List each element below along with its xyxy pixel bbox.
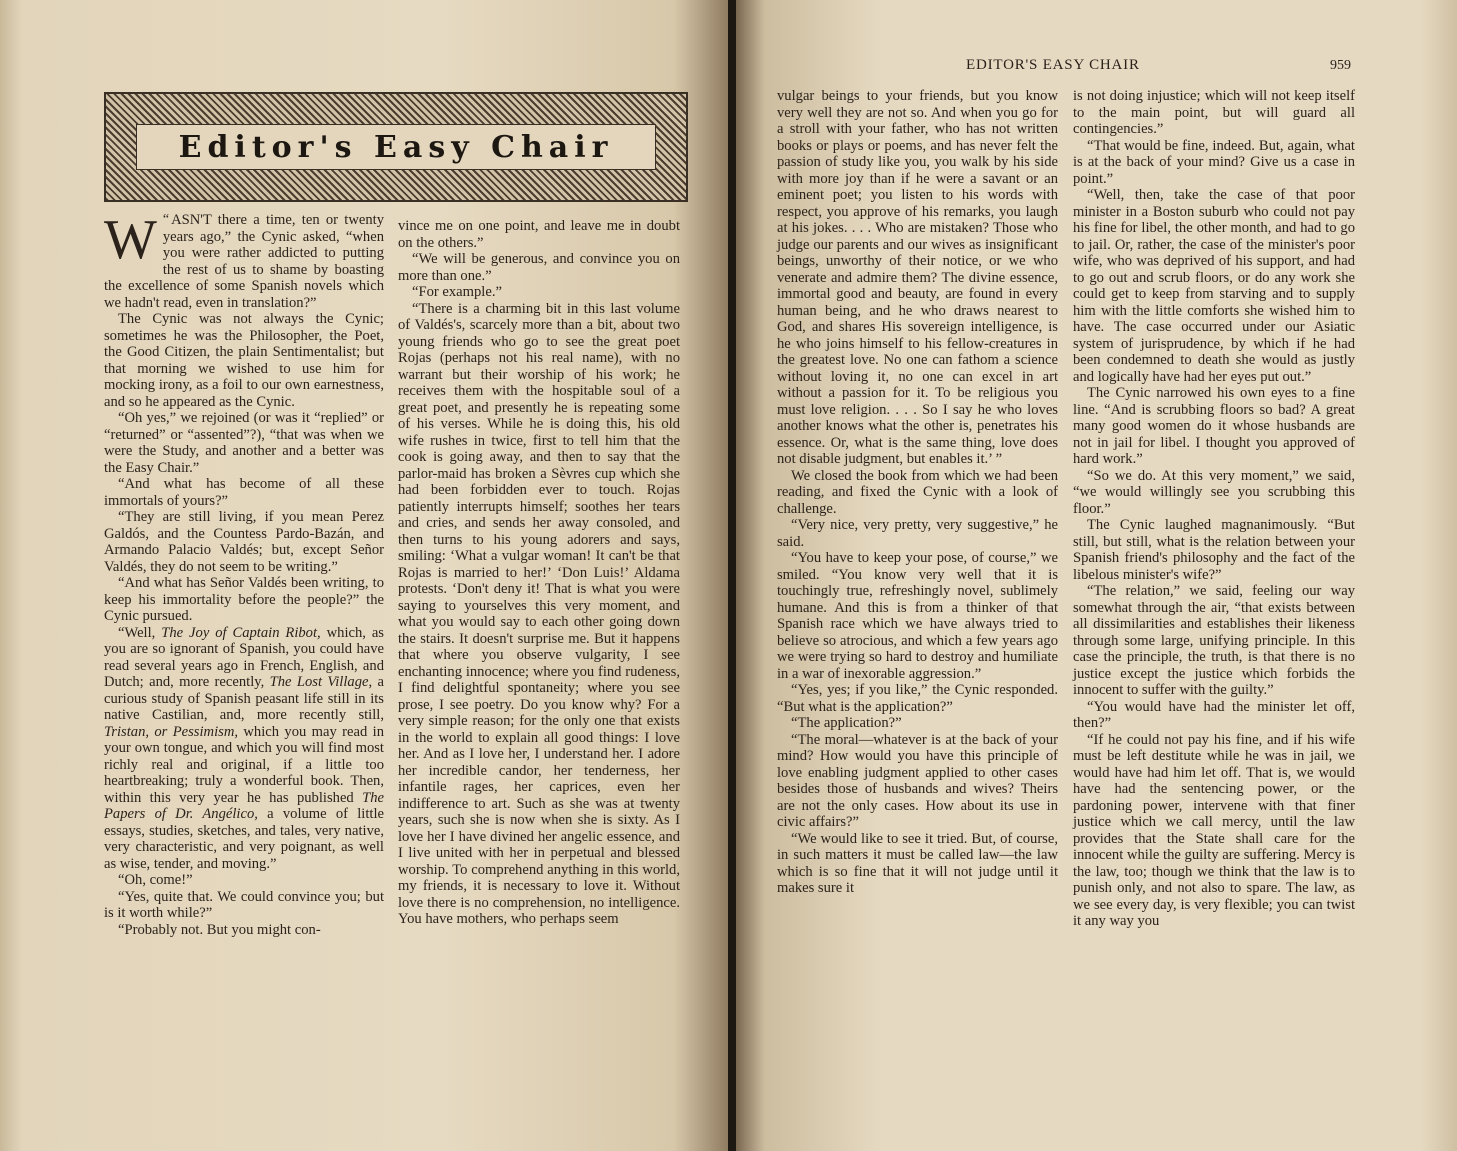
text-run: a curious study of Spanish peasant life still in its native Castilian, and, more recently still, (104, 674, 384, 723)
running-head: EDITOR'S EASY CHAIR (966, 57, 1140, 73)
paragraph: “If he could not pay his fine, and if his wife must be left destitute while he was in jail, we would have had him let off. That is, we would have had the sentencing power, or the pardoning power, intervene with that finer justice which we call mercy, until the law provides that the State shall care for the innocent while the guilty are suffering. Mercy is the law, too; though we think that the law is to punish only, and not also to spare. The law, as we see every day, is very flexible; you can twist it any way you (1073, 731, 1355, 929)
paragraph: “Well, then, take the case of that poor minister in a Boston suburb who could not pay his fine for libel, the other month, and had to go to jail. Or, rather, the case of the minister's poor wife, who was deprived of his support, and had to go out and scrub floors, or do any work she could get to keep from starving and to supply him with the little comforts she wished him to have. The case occurred under our Asiatic system of jurisprudence, by which if he had been condemned to death she would as justly and logically have had her eyes put out.” (1073, 187, 1355, 385)
page-number: 959 (1330, 58, 1351, 73)
paragraph: “We would like to see it tried. But, of course, in such matters it must be called law—the law which is so fine that it will not judge until it makes sure it (777, 830, 1058, 896)
paragraph: “You have to keep your pose, of course,” we smiled. “You know very well that it is touchingly true, refreshingly novel, sublimely humane. And this is from a thinker of that Spanish race which we have always tried to believe so atrocious, and which a few years ago we were trying so hard to destroy and humiliate in a war of inexorable aggression.” (777, 550, 1058, 682)
paragraph: “Very nice, very pretty, very suggestive,” he said. (777, 517, 1058, 550)
paragraph: “Yes, quite that. We could convince you; but is it worth while?” (104, 888, 384, 921)
book-title: The Joy of Captain Ribot, (161, 624, 321, 641)
left-column-1 (104, 209, 385, 938)
text-run: a volume of little essays, studies, sketches, and tales, very native, very characteristic, and very poignant, as well as wise, tender, and moving.” (104, 806, 384, 872)
paragraph: “The relation,” we said, feeling our way somewhat through the air, “that exists between all dissimilarities and establishes their likeness through some large, unifying principle. In this case the principle, the truth, is that there is no justice except the justice which forbids the innocent to suffer with the guilty.” (1073, 583, 1355, 698)
text-run: which, as you are so ignorant of Spanish, you could have read several years ago in French, English, and Dutch; and, more recently, (104, 624, 384, 690)
paragraph: “They are still living, if you mean Perez Galdós, and the Countess Pardo-Bazán, and Armando Palacio Valdés; but, except Señor Valdés, they do not seem to be writing.” (104, 509, 384, 575)
paragraph: “You would have had the minister let off, then?” (1073, 698, 1355, 731)
opening-paragraph (104, 209, 384, 311)
header-panel (136, 124, 656, 170)
text-run: “Well, (118, 624, 162, 641)
paragraph: The Cynic narrowed his own eyes to a fine line. “And is scrubbing floors so bad? A great many good women do it whose husbands are not in jail for libel. I thought you approved of hard work.” (1073, 385, 1355, 467)
paragraph: “For example.” (412, 284, 502, 300)
paragraph: The Cynic laughed magnanimously. “But still, but still, what is the relation between your Spanish friend's philosophy and the fact of the libelous minister's wife?” (1073, 517, 1355, 583)
opening-quote: “ (162, 212, 170, 227)
paragraph: “And what has become of all these immortals of yours?” (104, 476, 384, 509)
paragraph: “So we do. At this very moment,” we said, “we would willingly see you scrubbing this floor.” (1073, 467, 1355, 517)
section-title: Editor's Easy Chair (178, 129, 614, 165)
book-title: The Lost Village, (269, 674, 373, 690)
paragraph: “There is a charming bit in this last volume of Valdés's, scarcely more than a bit, about two young friends who go to see the great poet Rojas (perhaps not his real name), with no warrant but their worship of his work; he receives them with the hospitable soul of a great poet, and presently he is repeating some of his verses. While he is doing this, his old wife rushes in twice, first to tell him that the cook is going away, and then to say that the parlor-maid has broken a Sèvres cup which she had been forbidden ever to touch. Rojas patiently interrupts himself; soothes her tears and cries, and sends her away consoled, and then turns to his young adorers and says, smiling: ‘What a vulgar woman! It can't be that Rojas is married to her!’ ‘Don Luis!’ Aldama protests. ‘Don't deny it! That is what you were saying to yourselves this very moment, and what you would say to each other going down the stairs. It doesn't surprise me. But it happens that where you observe vulgarity, I see enchanting innocence; where you find rudeness, I find delightful spontaneity; where you see prose, I see poetry. Do you know why? For a very simple reason; for the only one that exists in the world to explain all good things: I love her. And as I love her, I understand her. I adore her incredible candor, her tenderness, her infantile rages, her caprices, even her indifference to art. Such as she was at twenty years, such she is now when she is sixty. As I love her I have divined her angelic essence, and I live united with her in perpetual and blessed worship. To comprehend anything in this world, my friends, it is necessary to love it. Without love there is no comprehension, no intelligence. You have mothers, who perhaps seem (398, 300, 680, 927)
paragraph: vince me on one point, and leave me in doubt on the others.” (398, 218, 680, 251)
right-column-2 (1073, 88, 1355, 930)
paragraph: vulgar beings to your friends, but you know very well they are not so. And when you go for a stroll with your father, who has not written books or plays or poems, and has never felt the passion of study like you, you walk by his side with more joy than if he were a savant or an eminent poet; you listen to his words with respect, you approve of his remarks, you laugh at his jokes. . . . Who are mistaken? Those who judge our parents and our wives as insignificant beings, unworthy of their notice, or we who venerate and admire them? The divine essence, immortal good and beauty, are found in every human being, and he who draws nearest to God, and shares His sovereign intelligence, is he who joins himself to his fellow-creatures in the greatest love. No one can fathom a science without loving it, no one can excel in art without a passion for it. To be religious you must love religion. . . . So I say he who loves another knows what the other is, penetrates his essence. Or, what is the same thing, love does not disable judgment, but enables it.’ ” (777, 88, 1058, 467)
paragraph: “Probably not. But you might con- (118, 921, 321, 938)
paragraph: “And what has Señor Valdés been writing, to keep his immortality before the people?” the Cynic pursued. (104, 575, 384, 624)
paragraph: is not doing injustice; which will not keep itself to the main point, but will guard all contingencies.” (1073, 88, 1355, 137)
paragraph: “Yes, yes; if you like,” the Cynic responded. “But what is the application?” (777, 682, 1058, 715)
book-title: The Papers of Dr. Angélico, (104, 789, 384, 822)
paragraph: We closed the book from which we had been reading, and fixed the Cynic with a look of challenge. (777, 467, 1058, 517)
paragraph: “That would be fine, indeed. But, again, what is at the back of your mind? Give us a case in point.” (1073, 137, 1355, 187)
book-title: Tristan, or Pessimism, (104, 723, 239, 740)
decorative-header-frame (104, 92, 688, 202)
text-run: which you may read in your own tongue, and which you will find most richly real and original, if a little too heartbreaking; truly a wonderful book. Then, within this very year he has published (104, 723, 385, 806)
opening-text: ASN'T there a time, ten or twenty years ago,” the Cynic asked, “when you were rather addicted to putting the rest of us to shame by boasting the excellence of some Spanish novels which we hadn't read, even in translation?” (104, 212, 384, 311)
paragraph: “Oh yes,” we rejoined (or was it “replied” or “returned” or “assented”?), “that was when we were the Study, and another and a better was the Easy Chair.” (104, 410, 384, 476)
drop-cap: W (104, 209, 157, 271)
paragraph: “The application?” (791, 715, 902, 731)
paragraph-book-list (104, 625, 384, 873)
paragraph: “We will be generous, and convince you on more than one.” (398, 251, 680, 284)
paragraph: The Cynic was not always the Cynic; sometimes he was the Philosopher, the Poet, the Good Citizen, the plain Sentimentalist; but that morning we wished to use him for mocking irony, as a foil to our own earnestness, and so he appeared as the Cynic. (104, 311, 384, 410)
right-column-1 (777, 88, 1058, 897)
paragraph: “Oh, come!” (118, 872, 193, 888)
paragraph: “The moral—whatever is at the back of your mind? How would you have this principle of love enabling judgment applied to other cases besides those of husbands and wives? Theirs are not the only cases. How about its use in civic affairs?” (777, 731, 1058, 830)
left-column-2 (398, 218, 680, 928)
